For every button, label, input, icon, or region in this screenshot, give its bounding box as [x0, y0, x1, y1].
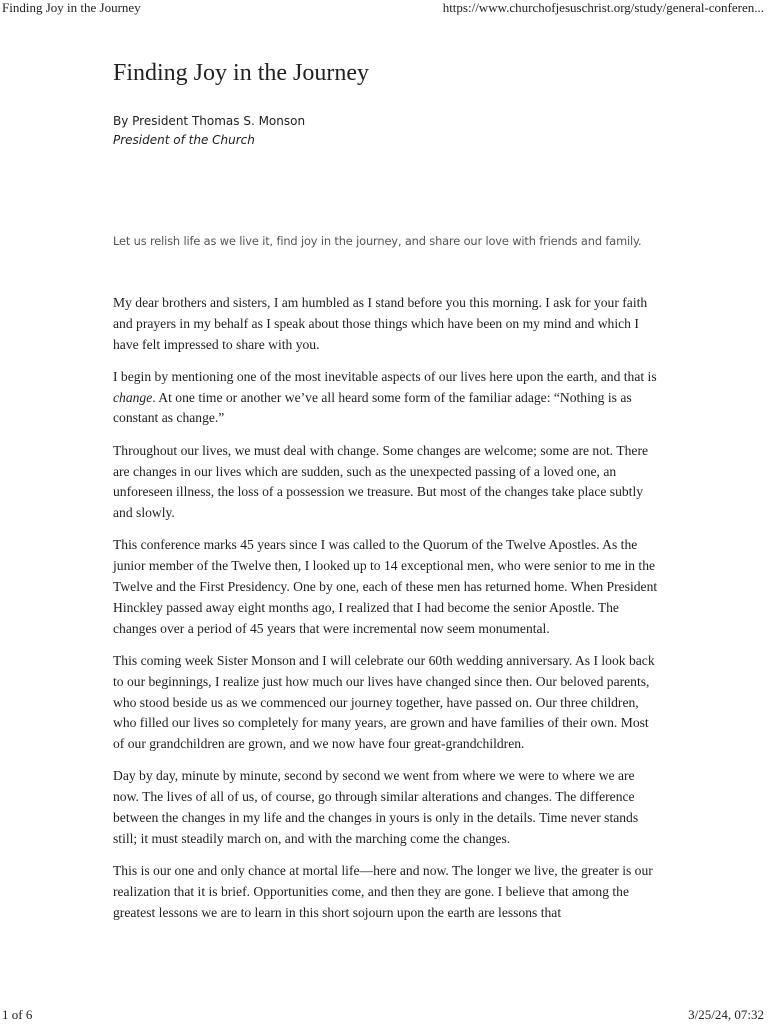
print-header-url[interactable]: https://www.churchofjesuschrist.org/study/general-conferen... [442, 0, 764, 15]
article-kicker: Let us relish life as we live it, find joy in the journey, and share our love with friends and family. [113, 234, 642, 248]
print-header [0, 0, 768, 18]
body-paragraph: Day by day, minute by minute, second by second we went from where we were to where we are now. The lives of all of us, of course, go through similar alterations and changes. The difference between the changes in my life and the changes in yours is only in the details. Time never stands still; it must steadily march on, and with the marching come the changes. [113, 768, 639, 846]
body-paragraph: My dear brothers and sisters, I am humbled as I stand before you this morning. I ask for your faith and prayers in my behalf as I speak about those things which have been on my mind and which I have felt impressed to share with you. [113, 295, 648, 352]
print-timestamp: 3/25/24, 07:32 [688, 1007, 764, 1022]
article [113, 56, 658, 924]
body-paragraph: This coming week Sister Monson and I will celebrate our 60th wedding anniversary. As I look back to our beginnings, I realize just how much our lives have changed since then. Our beloved parents, who stood beside us as we commenced our journey together, have passed on. Our three children, who filled our lives so completely for many years, are grown and have families of their own. Most of our grandchildren are grown, and we now have four great-grandchildren. [113, 652, 655, 752]
print-header-title: Finding Joy in the Journey [2, 0, 141, 15]
author-name: By President Thomas S. Monson [113, 114, 306, 128]
body-paragraph: Throughout our lives, we must deal with change. Some changes are welcome; some are not. There are changes in our lives which are sudden, such as the unexpected passing of a loved one, an unforeseen illness, the loss of a possession we treasure. But most of the changes take place subtly and slowly. [113, 442, 649, 521]
paragraph-text: I begin by mentioning one of the most inevitable aspects of our lives here upon the earth, and that is [113, 368, 657, 384]
emphasis-text: change [113, 389, 153, 405]
paragraph-text: . At one time or another we’ve all heard some form of the familiar adage: “Nothing is as constant as change.” [113, 389, 632, 426]
article-title: Finding Joy in the Journey [113, 60, 369, 86]
body-paragraph: This is our one and only chance at mortal life—here and now. The longer we live, the greater is our realization that it is brief. Opportunities come, and then they are gone. I believe that among the greatest lessons we are to learn in this short sojourn upon the earth are lessons that [113, 863, 653, 920]
page-number: 1 of 6 [2, 1007, 33, 1022]
print-footer [0, 1007, 768, 1025]
body-paragraph [113, 367, 658, 429]
article-body [113, 293, 658, 924]
body-paragraph: This conference marks 45 years since I was called to the Quorum of the Twelve Apostles. As the junior member of the Twelve then, I looked up to 14 exceptional men, who were senior to me in the Twelve and the First Presidency. One by one, each of these men has returned home. When President Hinckley passed away eight months ago, I realized that I had become the senior Apostle. The changes over a period of 45 years that were incremental now seem monumental. [113, 537, 658, 636]
author-role: President of the Church [113, 133, 255, 147]
